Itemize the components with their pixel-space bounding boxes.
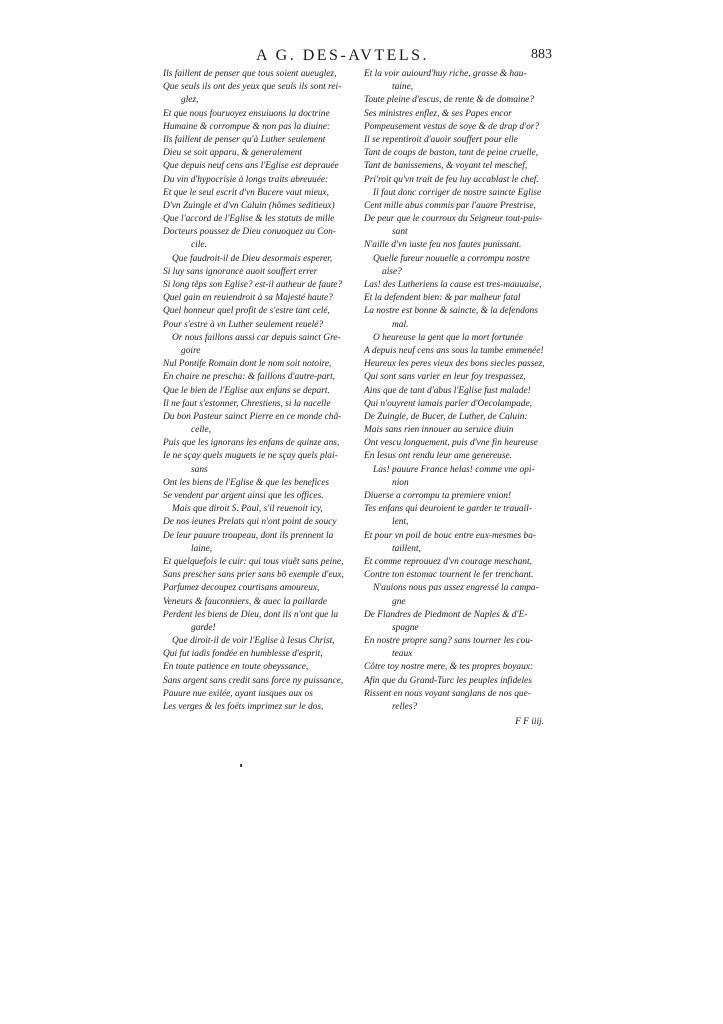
verse-line: Parfumez decoupez courtisans amoureux, bbox=[163, 583, 320, 594]
verse-line: Et la voir auiourd'huy riche, grasse & hau- bbox=[364, 69, 527, 79]
verse-line: En Iesus ont rendu leur ame genereuse. bbox=[364, 451, 512, 462]
verse-line: Et la defendent bien: & par malheur fatal bbox=[364, 293, 521, 304]
verse-line: Pompeusement vestus de soye & de drap d'or? bbox=[364, 121, 540, 132]
verse-line: Perdent les biens de Dieu, dont ils n'ont que la bbox=[163, 609, 339, 620]
verse-line: Que le bien de l'Eglise aux enfans se depart. bbox=[163, 385, 330, 396]
verse-line: Mais que diroit S. Paul, s'il reuenoit icy, bbox=[172, 504, 323, 515]
verse-line: Ils faillent de penser que tous soient aueuglez, bbox=[163, 69, 337, 79]
verse-line: taillent, bbox=[392, 543, 421, 554]
verse-line: De leur pauure troupeau, dont ils prennent la bbox=[163, 530, 334, 541]
verse-line: Que seuls ils ont des yeux que seuls ils sont rei- bbox=[163, 82, 342, 93]
verse-line: Ont vescu longuement, puis d'vne fin heureuse bbox=[364, 438, 538, 449]
verse-line: sant bbox=[392, 227, 408, 238]
verse-line: Qui fut iadis fondée en humblesse d'esprit, bbox=[163, 649, 323, 660]
verse-line: Et quelquefois le cuir: qui tous viuẽt sans peine, bbox=[163, 556, 344, 567]
verse-line: De nos ieunes Prelats qui n'ont point de soucy bbox=[163, 517, 337, 528]
verse-line: Sans prescher sans prier sans bõ exemple d'eux, bbox=[163, 570, 344, 581]
verse-line: goire bbox=[181, 345, 201, 356]
verse-line: Mais sans rien innouer au seruice diuin bbox=[364, 425, 514, 436]
right-column bbox=[364, 68, 588, 732]
verse-line: Las! pauure France helas! comme vne opi- bbox=[373, 464, 535, 475]
verse-line: La nostre est bonne & saincte, & la defendons bbox=[364, 306, 538, 317]
verse-line: Et que nous fouruoyez ensuiuons la doctrine bbox=[163, 108, 330, 119]
verse-line: relles? bbox=[392, 702, 418, 712]
verse-line: Il faut donc corriger de nostre saincte Eglise bbox=[373, 187, 542, 198]
verse-line: Or nous faillons aussi car depuis sainct Gre- bbox=[172, 332, 341, 343]
verse-line: sans bbox=[191, 464, 208, 475]
left-column bbox=[163, 68, 373, 714]
verse-line: Si luy sans ignorance auoit souffert errer bbox=[163, 266, 318, 277]
verse-line: En toute patience en toute obeyssance, bbox=[163, 662, 309, 673]
verse-line: Se vendent par argent ainsi que les offices. bbox=[163, 491, 324, 501]
right-column-lines bbox=[364, 68, 588, 714]
verse-line: Il ne faut s'estonner, Chrestiens, si la nacelle bbox=[163, 398, 331, 409]
verse-line: Du bon Pasteur sainct Pierre en ce monde chã- bbox=[163, 411, 342, 422]
verse-line: Afin que du Grand-Turc les peuples infideles bbox=[364, 675, 532, 686]
running-title: A G. DES-AVTELS. bbox=[256, 47, 430, 64]
verse-line: garde! bbox=[191, 622, 216, 633]
verse-line: Pour s'estre à vn Luther seulement reuelé? bbox=[163, 319, 324, 330]
verse-line: spagne bbox=[392, 622, 419, 633]
verse-line: Tes enfans qui deuroient te garder te trauail- bbox=[364, 504, 532, 515]
verse-line: Quel honneur quel profit de s'estre tant celé, bbox=[163, 306, 330, 317]
verse-line: Tant de banissemens, & voyant tel meschef, bbox=[364, 161, 528, 172]
verse-line: Que depuis neuf cens ans l'Eglise est deprauée bbox=[163, 161, 339, 172]
verse-line: D'vn Zuingle et d'vn Caluin (hômes seditieux) bbox=[163, 200, 335, 211]
verse-line: Et pour vn poil de bouc entre eux-mesmes ba- bbox=[364, 530, 536, 541]
verse-line: O heureuse la gent que la mort fortunée bbox=[373, 332, 523, 343]
verse-line: glez, bbox=[181, 95, 199, 106]
verse-line: cile. bbox=[191, 240, 207, 251]
verse-line: Quel gain en reuiendroit à sa Majesté haute? bbox=[163, 293, 333, 304]
verse-line: Contre ton estomac tournent le fer trenchant. bbox=[364, 570, 534, 581]
verse-line: Quelle fureur nouuelle a corrompu nostre bbox=[373, 253, 530, 264]
verse-line: Docteurs poussez de Dieu conuoquez au Con- bbox=[163, 227, 336, 238]
verse-line: Qui n'ouyrent iamais parler d'Oecolampade, bbox=[364, 398, 532, 409]
verse-line: Et comme reprouuez d'vn courage meschant, bbox=[364, 556, 532, 567]
verse-line: taine, bbox=[392, 82, 414, 93]
verse-line: Pri'roit qu'vn trait de feu luy accablast le chef. bbox=[364, 174, 539, 185]
verse-line: Ils faillent de penser qu'à Luther seulement bbox=[163, 134, 326, 145]
verse-line: Dieu se soit apparu, & generalement bbox=[163, 148, 303, 159]
verse-line: laine, bbox=[191, 543, 213, 554]
verse-line: Du vin d'hypocrisie à longs traits abreuuée: bbox=[163, 174, 329, 185]
verse-line: Les verges & les foëts imprimez sur le dos, bbox=[163, 702, 324, 712]
verse-line: mal. bbox=[392, 319, 409, 330]
verse-line: Veneurs & fauconniers, & auec la paillarde bbox=[163, 596, 327, 607]
verse-line: Cent mille abus commis par l'auare Prestrise, bbox=[364, 200, 536, 211]
verse-line: Si long tẽps son Eglise? est-il autheur de faute? bbox=[163, 280, 343, 290]
verse-line: Nul Pontife Romain dont le nom soit notoire, bbox=[163, 359, 332, 370]
verse-line: Et que le seul escrit d'vn Bucere vaut mieux, bbox=[163, 187, 329, 198]
verse-line: Que diroit-il de voir l'Eglise à Iesus Christ, bbox=[172, 636, 335, 647]
verse-line: Il se repentiroit d'auoir souffert pour elle bbox=[364, 134, 518, 145]
page-number: 883 bbox=[531, 47, 552, 62]
verse-line: Sans argent sans credit sans force ny puissance, bbox=[163, 675, 344, 686]
verse-line: teaux bbox=[392, 649, 413, 660]
verse-line: Ont les biens de l'Eglise & que les benefices bbox=[163, 477, 330, 488]
verse-line: Ie ne sçay quels muguets ie ne sçay quels plai- bbox=[163, 451, 338, 462]
verse-line: Rissent en nous voyant sanglans de nos que- bbox=[364, 688, 531, 699]
verse-line: Humaine & corrompue & non pas la diuine: bbox=[163, 121, 331, 132]
verse-line: gne bbox=[392, 596, 406, 607]
verse-line: Heureux les peres vieux des bons siecles passez, bbox=[364, 359, 545, 370]
verse-line: Diuerse a corrompu ta premiere vnion! bbox=[364, 491, 512, 501]
verse-line: N'aille d'vn iuste feu nos fautes punissant. bbox=[364, 240, 522, 251]
verse-line: Toute pleine d'escus, de rente & de domaine? bbox=[364, 95, 535, 106]
verse-line: Tant de coups de baston, tant de peine cruelle, bbox=[364, 148, 539, 159]
verse-line: Que faudroit-il de Dieu desormais esperer, bbox=[172, 253, 333, 264]
verse-line: aise? bbox=[382, 266, 402, 277]
verse-line: Las! des Lutheriens la cause est tres-mauuaise, bbox=[364, 280, 542, 290]
verse-line: Que l'accord de l'Eglise & les statuts de mille bbox=[163, 214, 335, 225]
verse-line: Qui sont sans varier en leur foy trespassez, bbox=[364, 372, 526, 383]
verse-line: Ses ministres enflez, & ses Papes encor bbox=[364, 108, 512, 119]
verse-line: celle, bbox=[191, 425, 212, 436]
verse-line: nion bbox=[392, 477, 409, 488]
verse-line: De Flandres de Piedmont de Naples & d'E- bbox=[364, 609, 528, 620]
verse-line: Pauure nue exilée, ayant iusques aux os bbox=[163, 688, 313, 699]
verse-line: Côtre toy nostre mere, & tes propres boyaux: bbox=[364, 662, 534, 673]
verse-line: lent, bbox=[392, 517, 409, 528]
verse-line: En chaire ne prescha: & faillons d'autre-part, bbox=[163, 372, 336, 383]
verse-line: A depuis neuf cens ans sous la tumbe emmenée! bbox=[364, 345, 544, 356]
print-mark bbox=[240, 764, 242, 767]
verse-line: De peur que le courroux du Seigneur tout-puis- bbox=[364, 214, 543, 225]
verse-line: Ains que de tant d'abus l'Eglise fust malade! bbox=[364, 385, 531, 396]
verse-line: En nostre propre sang? sans tourner les cou- bbox=[364, 636, 534, 647]
verse-line: Puis que les ignorans les enfans de quinze ans, bbox=[163, 438, 340, 449]
signature-mark: F F iiij. bbox=[515, 717, 544, 728]
verse-line: De Zuingle, de Bucer, de Luther, de Caluin: bbox=[364, 411, 528, 422]
verse-line: N'auions nous pas assez engressé la campa- bbox=[373, 583, 539, 594]
